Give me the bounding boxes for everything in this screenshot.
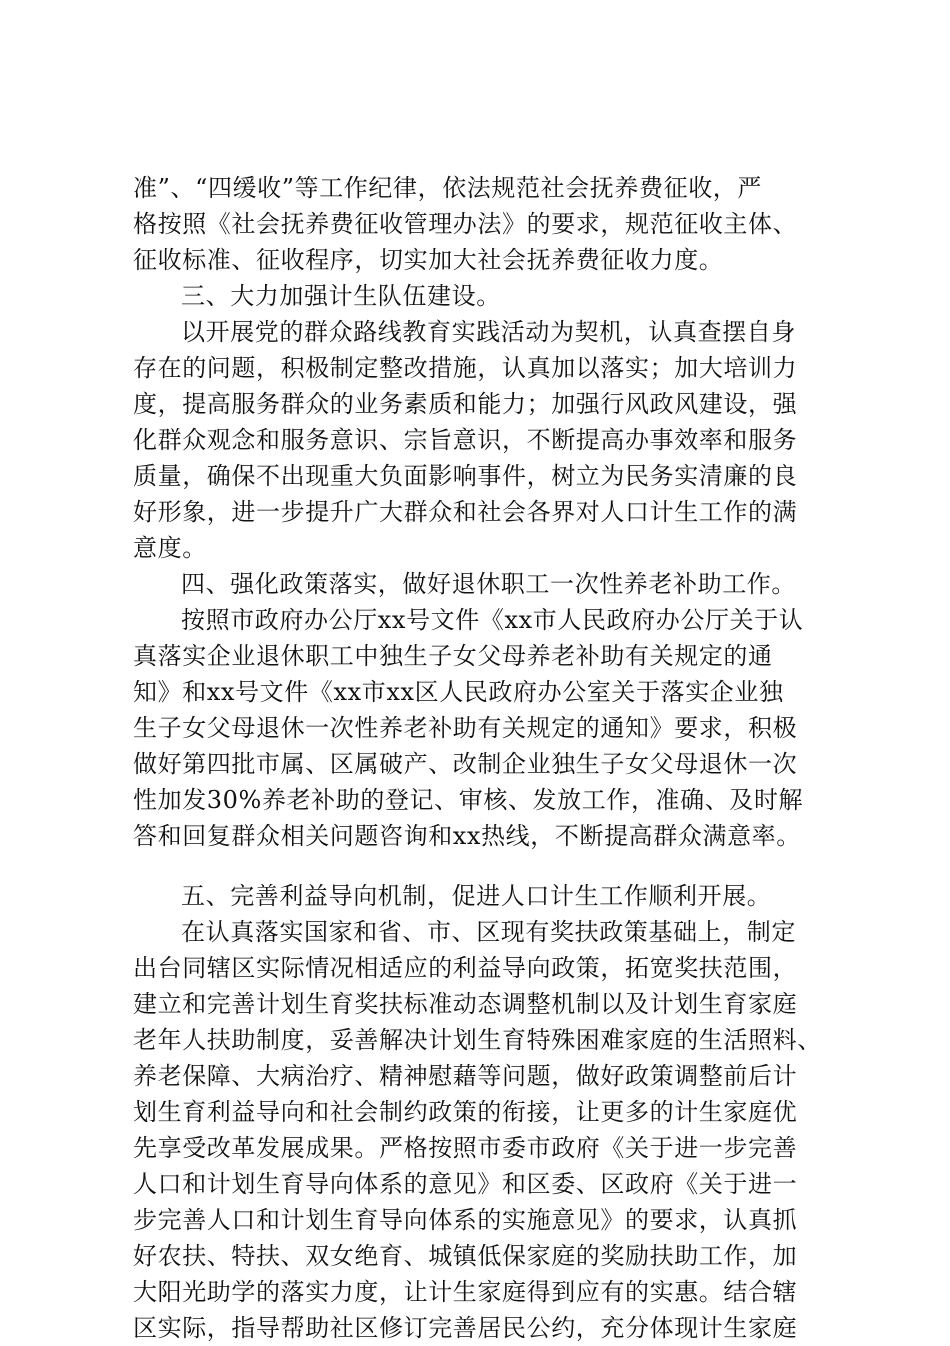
text-line: 划生育利益导向和社会制约政策的衔接，让更多的计生家庭优 (133, 1098, 798, 1126)
text-line: 以开展党的群众路线教育实践活动为契机，认真查摆自身 (181, 318, 796, 346)
text-line: 准”、“四缓收”等工作纪律，依法规范社会抚养费征收，严 (133, 174, 763, 202)
text-line: 征收标准、征收程序，切实加大社会抚养费征收力度。 (133, 246, 724, 274)
text-line: 好形象，进一步提升广大群众和社会各界对人口计生工作的满 (133, 498, 798, 526)
text-line: 老年人扶助制度，妥善解决计划生育特殊困难家庭的生活照料、 (133, 1026, 822, 1054)
text-line: 格按照《社会抚养费征收管理办法》的要求，规范征收主体、 (133, 210, 798, 238)
section-heading: 四、强化政策落实，做好退休职工一次性养老补助工作。 (181, 570, 796, 598)
text-line: 真落实企业退休职工中独生子女父母养老补助有关规定的通 (133, 642, 773, 670)
text-line: 化群众观念和服务意识、宗旨意识，不断提高办事效率和服务 (133, 426, 798, 454)
text-line: 答和回复群众相关问题咨询和xx热线，不断提高群众满意率。 (133, 822, 801, 850)
text-line: 存在的问题，积极制定整改措施，认真加以落实；加大培训力 (133, 354, 798, 382)
text-line: 人口和计划生育导向体系的意见》和区委、区政府《关于进一 (133, 1170, 798, 1198)
text-line: 生子女父母退休一次性养老补助有关规定的通知》要求，积极 (133, 714, 798, 742)
text-line: 养老保障、大病治疗、精神慰藉等问题，做好政策调整前后计 (133, 1062, 798, 1090)
text-line: 好农扶、特扶、双女绝育、城镇低保家庭的奖励扶助工作，加 (133, 1242, 798, 1270)
text-line: 按照市政府办公厅xx号文件《xx市人民政府办公厅关于认 (181, 606, 804, 634)
text-line: 做好第四批市属、区属破产、改制企业独生子女父母退休一次 (133, 750, 798, 778)
text-line: 步完善人口和计划生育导向体系的实施意见》的要求，认真抓 (133, 1206, 798, 1234)
section-heading: 五、完善利益导向机制，促进人口计生工作顺利开展。 (181, 882, 772, 910)
text-line: 先享受改革发展成果。严格按照市委市政府《关于进一步完善 (133, 1134, 798, 1162)
text-line: 度，提高服务群众的业务素质和能力；加强行风政风建设，强 (133, 390, 798, 418)
text-line: 性加发30%养老补助的登记、审核、发放工作，准确、及时解 (133, 786, 804, 814)
text-line: 知》和xx号文件《xx市xx区人民政府办公室关于落实企业独 (133, 678, 784, 706)
text-line: 在认真落实国家和省、市、区现有奖扶政策基础上，制定 (181, 918, 796, 946)
text-line: 区实际，指导帮助社区修订完善居民公约，充分体现计生家庭 (133, 1314, 798, 1342)
text-line: 大阳光助学的落实力度，让计生家庭得到应有的实惠。结合辖 (133, 1278, 798, 1306)
text-line: 意度。 (133, 534, 207, 562)
text-line: 出台同辖区实际情况相适应的利益导向政策，拓宽奖扶范围， (133, 954, 798, 982)
text-line: 质量，确保不出现重大负面影响事件，树立为民务实清廉的良 (133, 462, 798, 490)
section-heading: 三、大力加强计生队伍建设。 (181, 282, 501, 310)
text-line: 建立和完善计划生育奖扶标准动态调整机制以及计划生育家庭 (133, 990, 798, 1018)
